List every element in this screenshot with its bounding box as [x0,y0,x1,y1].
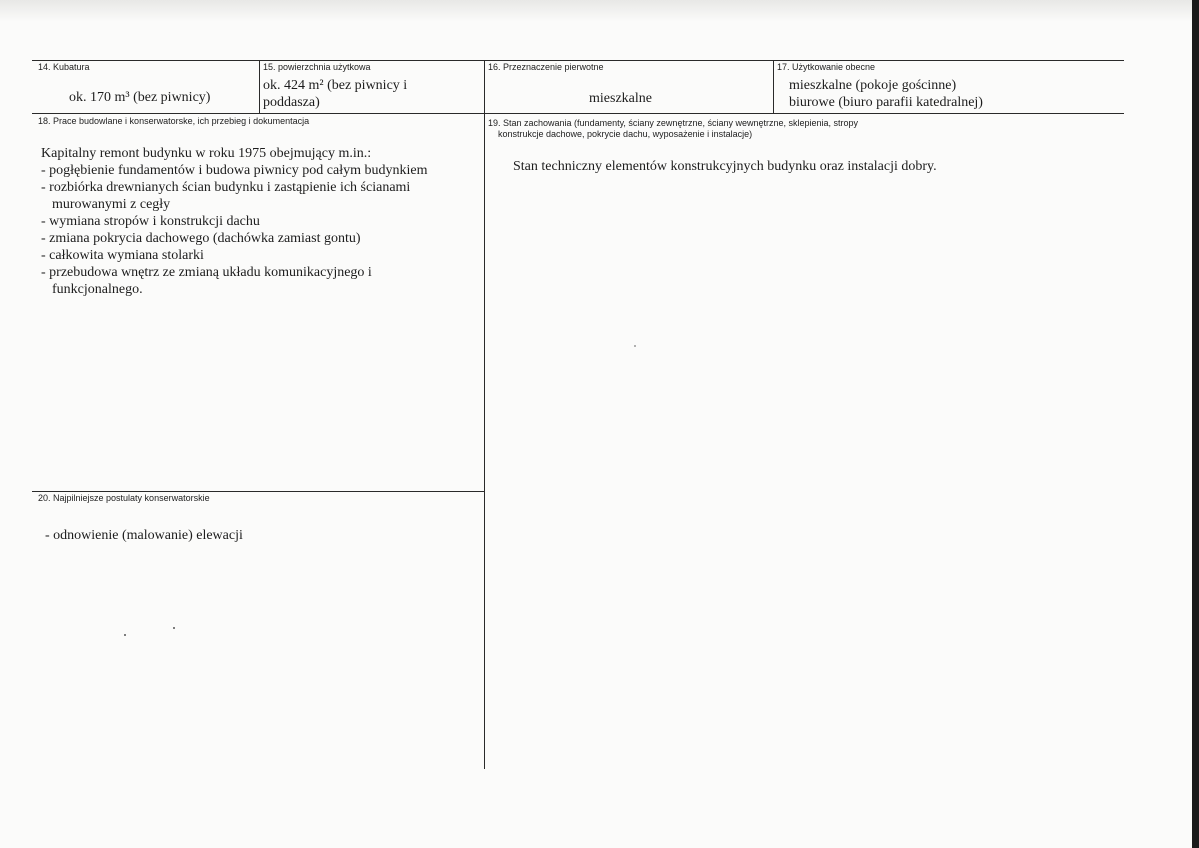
stan-zachowania-value: Stan techniczny elementów konstrukcyjnych budynku oraz instalacji dobry. [513,159,937,174]
stan-zachowania-label-line-2: konstrukcje dachowe, pokrycie dachu, wyposażenie i instalacje) [498,129,753,139]
scan-speck [124,634,126,636]
prace-intro: Kapitalny remont budynku w roku 1975 obejmujący m.in.: [41,146,372,161]
scan-speck [634,345,636,347]
prace-item: funkcjonalnego. [52,282,143,297]
przeznaczenie-value: mieszkalne [589,91,652,106]
postulaty-label: 20. Najpilniejsze postulaty konserwatorskie [38,493,210,503]
scan-right-edge [1192,0,1199,848]
prace-item: - zmiana pokrycia dachowego (dachówka zamiast gontu) [41,231,361,246]
stan-zachowania-label-line-1: 19. Stan zachowania (fundamenty, ściany zewnętrzne, ściany wewnętrzne, sklepienia, stropy [488,118,859,128]
header-bottom-rule [32,113,1124,114]
przeznaczenie-label: 16. Przeznaczenie pierwotne [488,62,604,72]
powierzchnia-value-line-2: poddasza) [263,95,320,110]
powierzchnia-label: 15. powierzchnia użytkowa [263,62,371,72]
uzytkowanie-value-line-1: mieszkalne (pokoje gościnne) [789,78,957,93]
section-20-top-rule [32,491,484,492]
kubatura-value: ok. 170 m³ (bez piwnicy) [69,90,211,105]
powierzchnia-value-line-1: ok. 424 m² (bez piwnicy i [263,78,408,93]
prace-item: - przebudowa wnętrz ze zmianą układu komunikacyjnego i [41,265,372,280]
uzytkowanie-value-line-2: biurowe (biuro parafii katedralnej) [789,95,983,110]
prace-item: - całkowita wymiana stolarki [41,248,204,263]
prace-budowlane-label: 18. Prace budowlane i konserwatorske, ich przebieg i dokumentacja [38,116,310,126]
header-top-rule [32,60,1124,61]
prace-item: - rozbiórka drewnianych ścian budynku i zastąpienie ich ścianami [41,180,411,195]
divider-14-15 [259,60,260,113]
scan-top-shadow [0,0,1199,22]
main-column-divider [484,60,485,769]
prace-item: - wymiana stropów i konstrukcji dachu [41,214,260,229]
scan-speck [173,627,175,629]
uzytkowanie-label: 17. Użytkowanie obecne [777,62,876,72]
postulaty-value: - odnowienie (malowanie) elewacji [45,528,243,543]
divider-16-17 [773,60,774,113]
prace-item: murowanymi z cegły [52,197,171,212]
kubatura-label: 14. Kubatura [38,62,90,72]
prace-item: - pogłębienie fundamentów i budowa piwnicy pod całym budynkiem [41,163,428,178]
prace-budowlane-text [41,145,427,298]
